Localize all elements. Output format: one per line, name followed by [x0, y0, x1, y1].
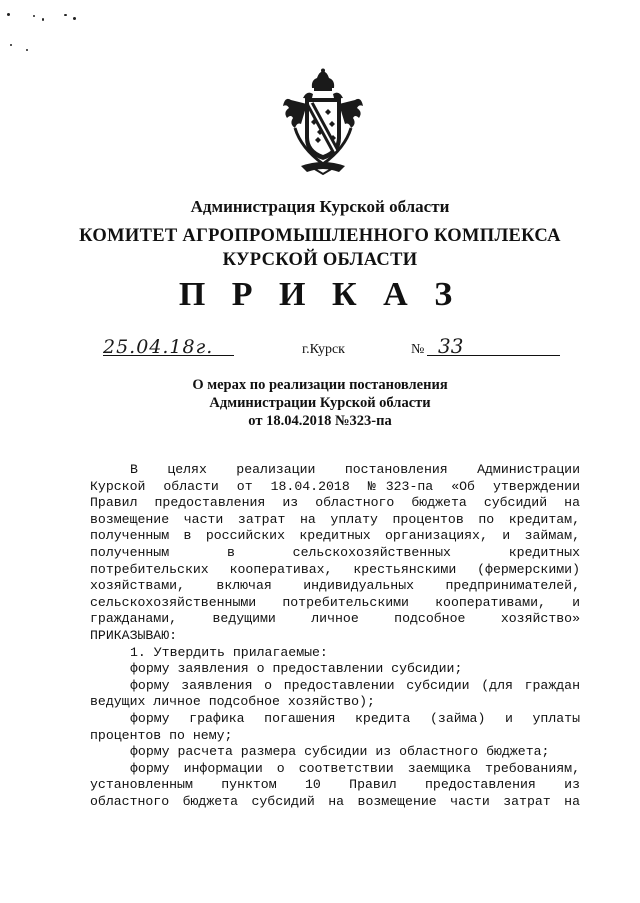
- body-line: процентов по нему;: [90, 727, 233, 743]
- document-type-title: П Р И К А З: [178, 276, 462, 313]
- city-label: г.Курск: [302, 342, 345, 357]
- body-line: Курской области от 18.04.2018 №323-па «Об утверждении: [90, 478, 580, 494]
- number-label: №: [411, 342, 425, 357]
- body-line: возмещение части затрат на уплату процентов по кредитам,: [90, 511, 580, 527]
- body-line: Правил предоставления из областного бюджета субсидий на: [90, 495, 580, 511]
- order-subject: [0, 376, 640, 430]
- committee-name: [0, 224, 640, 272]
- body-line: ведущих личное подсобное хозяйство);: [90, 694, 375, 710]
- body-line-order-verb: ПРИКАЗЫВАЮ:: [90, 627, 178, 643]
- committee-name-line2: КУРСКОЙ ОБЛАСТИ: [222, 250, 418, 270]
- subject-line: от 18.04.2018 №323-па: [248, 413, 392, 429]
- body-line: полученным в российских кредитных организациях, и займам,: [90, 528, 580, 544]
- body-line: гражданами, ведущими личное подсобное хозяйство»: [90, 611, 580, 627]
- scan-speck: [42, 18, 44, 21]
- order-body: [90, 462, 580, 810]
- body-line: сельскохозяйственными потребительскими кооперативами, и: [90, 594, 580, 610]
- body-line: 1. Утвердить прилагаемые:: [130, 644, 328, 660]
- body-line: форму информации о соответствии заемщика требованиям,: [130, 760, 580, 776]
- body-line: В целях реализации постановления Администрации: [130, 462, 580, 477]
- subject-line: О мерах по реализации постановления: [192, 377, 448, 393]
- handwritten-date: 25.04.18г.: [103, 336, 214, 358]
- body-line: установленным пунктом 10 Правил предоставления из: [90, 777, 580, 793]
- body-line: хозяйствами, включая индивидуальных предпринимателей,: [90, 578, 580, 594]
- scan-speck: [64, 14, 67, 16]
- body-line: форму заявления о предоставлении субсидии (для граждан: [130, 677, 580, 693]
- handwritten-number: 33: [438, 334, 464, 358]
- scan-speck: [10, 44, 12, 46]
- scan-speck: [7, 13, 10, 16]
- body-line: форму заявления о предоставлении субсидии;: [130, 661, 463, 677]
- coat-of-arms-emblem: [281, 68, 365, 176]
- subject-line: Администрации Курской области: [209, 395, 431, 411]
- scan-speck: [33, 15, 35, 17]
- scan-speck: [73, 17, 76, 20]
- administration-name: Администрация Курской области: [190, 197, 450, 216]
- document-meta-row: [0, 336, 640, 366]
- committee-name-line1: КОМИТЕТ АГРОПРОМЫШЛЕННОГО КОМПЛЕКСА: [79, 226, 561, 246]
- body-line: областного бюджета субсидий на возмещение части затрат на: [90, 793, 580, 809]
- body-line: потребительских кооперативах, крестьянскими (фермерскими): [90, 561, 580, 577]
- body-line: форму графика погашения кредита (займа) и уплаты: [130, 710, 580, 726]
- body-line: форму расчета размера субсидии из областного бюджета;: [130, 744, 550, 760]
- body-line: полученным в сельскохозяйственных кредитных: [90, 544, 580, 560]
- scan-speck: [26, 49, 28, 51]
